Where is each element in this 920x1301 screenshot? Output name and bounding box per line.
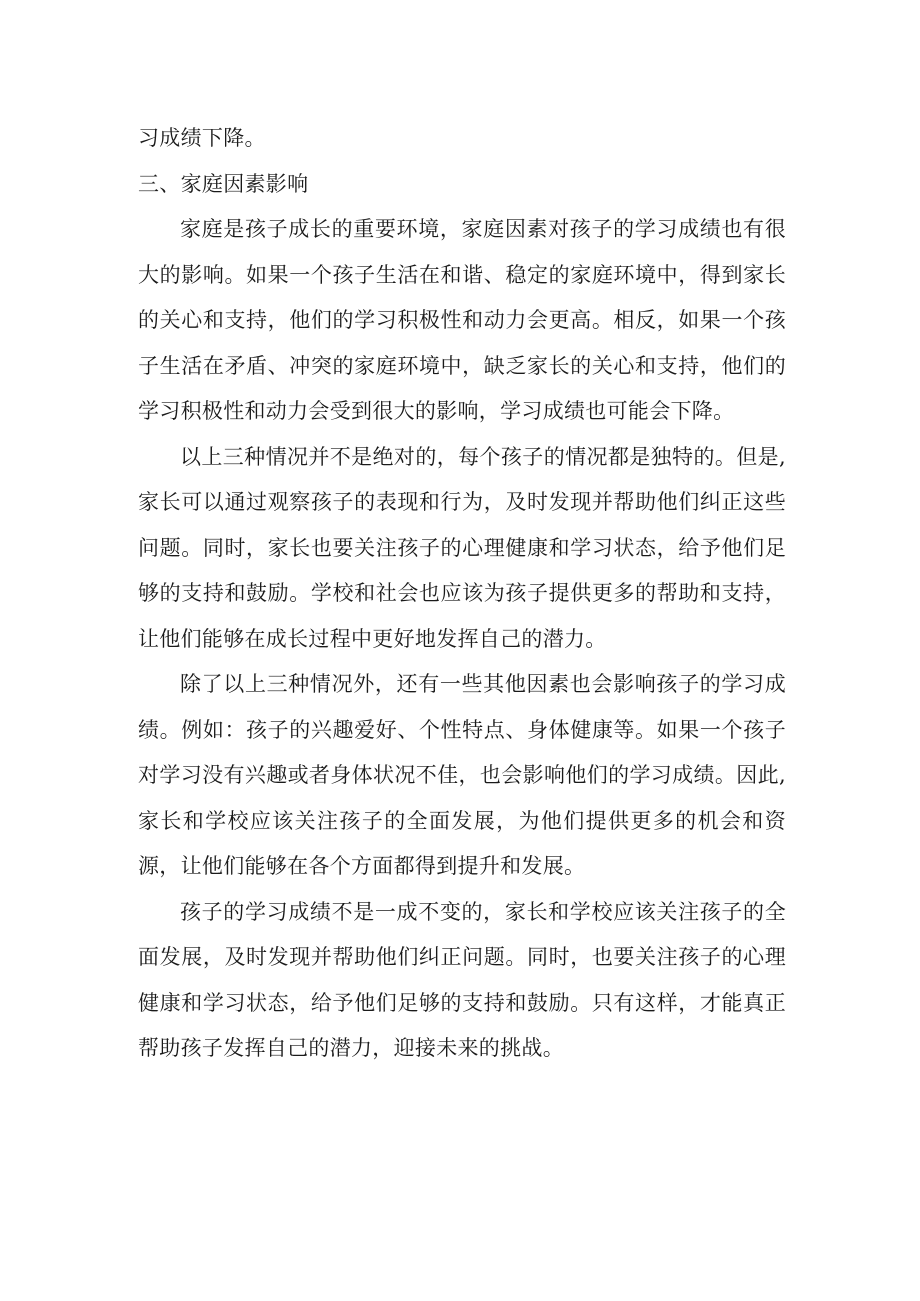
paragraph-parent-guidance: 以上三种情况并不是绝对的，每个孩子的情况都是独特的。但是,家长可以通过观察孩子的表现和行为，及时发现并帮助他们纠正这些问题。同时，家长也要关注孩子的心理健康和学习状态，给予他们足够的支持和鼓励。学校和社会也应该为孩子提供更多的帮助和支持，让他们能够在成长过程中更好地发挥自己的潜力。 xyxy=(138,444,786,651)
paragraph-other-factors: 除了以上三种情况外，还有一些其他因素也会影响孩子的学习成绩。例如：孩子的兴趣爱好、个性特点、身体健康等。如果一个孩子对学习没有兴趣或者身体状况不佳，也会影响他们的学习成绩。因此,家长和学校应该关注孩子的全面发展，为他们提供更多的机会和资源，让他们能够在各个方面都得到提升和发展。 xyxy=(138,672,786,878)
paragraph-conclusion: 孩子的学习成绩不是一成不变的，家长和学校应该关注孩子的全面发展，及时发现并帮助他们纠正问题。同时，也要关注孩子的心理健康和学习状态，给予他们足够的支持和鼓励。只有这样，才能真正帮助孩子发挥自己的潜力，迎接未来的挑战。 xyxy=(138,899,786,1060)
continuation-text: 习成绩下降。 xyxy=(138,126,266,150)
paragraph-family-factors: 家庭是孩子成长的重要环境，家庭因素对孩子的学习成绩也有很大的影响。如果一个孩子生活在和谐、稳定的家庭环境中，得到家长的关心和支持，他们的学习积极性和动力会更高。相反，如果一个孩子生活在矛盾、冲突的家庭环境中，缺乏家长的关心和支持，他们的学习积极性和动力会受到很大的影响，学习成绩也可能会下降。 xyxy=(138,217,786,423)
section-heading: 三、家庭因素影响 xyxy=(138,171,309,196)
document-body xyxy=(138,116,786,1072)
